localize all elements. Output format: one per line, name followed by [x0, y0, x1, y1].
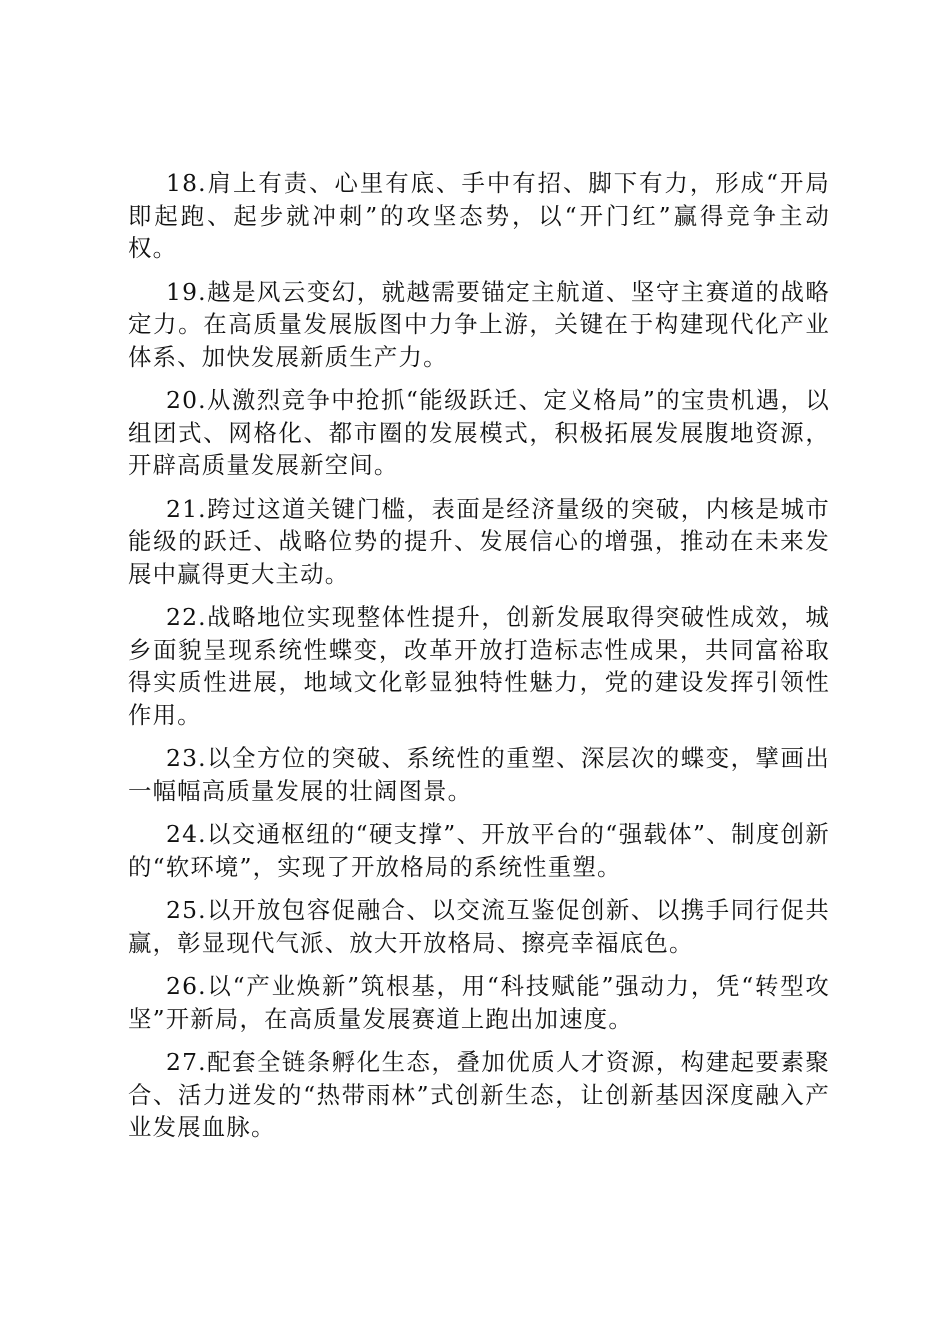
paragraph-24: 24.以交通枢纽的“硬支撑”、开放平台的“强载体”、制度创新的“软环境”，实现了开放格局的系统性重塑。 [128, 820, 830, 881]
paragraph-27: 27.配套全链条孵化生态，叠加优质人才资源，构建起要素聚合、活力迸发的“热带雨林”式创新生态，让创新基因深度融入产业发展血脉。 [128, 1048, 830, 1141]
paragraph-26: 26.以“产业焕新”筑根基，用“科技赋能”强动力，凭“转型攻坚”开新局，在高质量发展赛道上跑出加速度。 [128, 972, 830, 1033]
document-body [128, 167, 830, 1155]
paragraph-23: 23.以全方位的突破、系统性的重塑、深层次的蝶变，擘画出一幅幅高质量发展的壮阔图景。 [128, 744, 830, 805]
paragraph-20: 20.从激烈竞争中抢抓“能级跃迁、定义格局”的宝贵机遇，以组团式、网格化、都市圈的发展模式，积极拓展发展腹地资源，开辟高质量发展新空间。 [128, 386, 830, 479]
paragraph-25: 25.以开放包容促融合、以交流互鉴促创新、以携手同行促共赢，彰显现代气派、放大开放格局、擦亮幸福底色。 [128, 896, 830, 957]
paragraph-21: 21.跨过这道关键门槛，表面是经济量级的突破，内核是城市能级的跃迁、战略位势的提升、发展信心的增强，推动在未来发展中赢得更大主动。 [128, 494, 830, 588]
paragraph-18: 18.肩上有责、心里有底、手中有招、脚下有力，形成“开局即起跑、起步就冲刺”的攻坚态势，以“开门红”赢得竞争主动权。 [128, 169, 830, 262]
paragraph-19: 19.越是风云变幻，就越需要锚定主航道、坚守主赛道的战略定力。在高质量发展版图中力争上游，关键在于构建现代化产业体系、加快发展新质生产力。 [128, 277, 830, 371]
paragraph-22: 22.战略地位实现整体性提升，创新发展取得突破性成效，城乡面貌呈现系统性蝶变，改革开放打造标志性成果，共同富裕取得实质性进展，地域文化彰显独特性魅力，党的建设发挥引领性作用。 [128, 603, 830, 729]
